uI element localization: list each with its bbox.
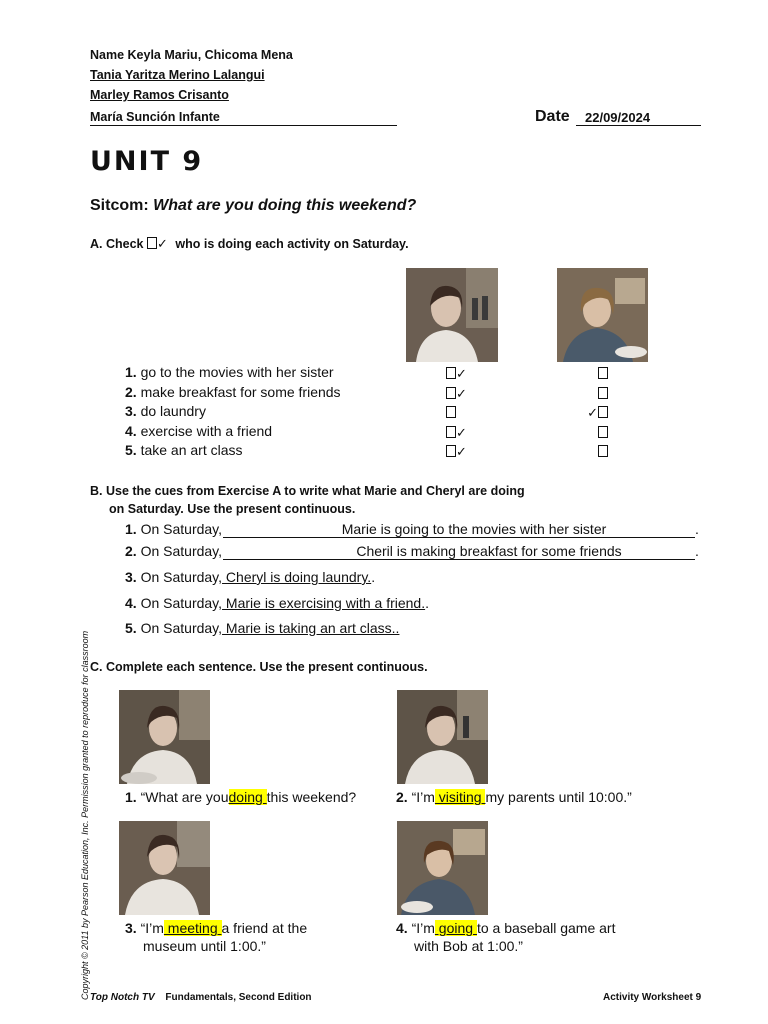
footer-series: Top Notch TV xyxy=(90,992,155,1003)
answer-text[interactable]: Marie is exercising with a friend. xyxy=(222,595,426,611)
section-c-item-2 xyxy=(396,789,632,805)
answer-end: . xyxy=(371,569,376,585)
item-number: 3. xyxy=(125,920,137,936)
date-value: 22/09/2024 xyxy=(585,110,651,125)
marie-checkbox-1[interactable] xyxy=(446,365,467,382)
student-name-2: Tania Yaritza Merino Lalangui xyxy=(90,68,265,82)
scene-photo-2 xyxy=(397,690,488,784)
name-line xyxy=(90,48,293,62)
activity-item xyxy=(125,403,206,419)
answer-text[interactable]: Cheryl is doing laundry. xyxy=(222,569,372,585)
item-number: 5. xyxy=(125,620,137,636)
sentence-start: “I’m xyxy=(411,789,435,805)
answer-text[interactable]: Marie is taking an art class.. xyxy=(222,620,400,636)
section-b-letter: B. xyxy=(90,484,103,498)
sentence-start: “What are you xyxy=(140,789,229,805)
section-a-instruction xyxy=(90,237,409,252)
activity-item xyxy=(125,384,341,400)
check-mark: ✓ xyxy=(456,367,467,382)
sentence-end: my parents until 10:00.” xyxy=(485,789,632,805)
footer-left xyxy=(90,992,312,1003)
item-number: 5. xyxy=(125,442,137,458)
check-mark: ✓ xyxy=(456,445,467,460)
checkbox-icon xyxy=(147,237,157,249)
check-mark: ✓ xyxy=(456,426,467,441)
answer-prefix: On Saturday, xyxy=(140,569,223,585)
answer-text: Cheril is making breakfast for some friends xyxy=(356,543,622,559)
answer-end: . xyxy=(695,521,699,537)
section-a-instr-post: who is doing each activity on Saturday. xyxy=(175,237,409,251)
item-number: 1. xyxy=(125,521,137,537)
answer-row xyxy=(125,595,429,611)
cheryl-checkbox-1[interactable] xyxy=(598,365,608,382)
answer-row xyxy=(125,543,700,559)
section-a-instr-pre: Check xyxy=(105,237,144,251)
activity-text: make breakfast for some friends xyxy=(140,384,341,400)
section-a-letter: A. xyxy=(90,237,103,251)
sentence-end: this weekend? xyxy=(266,789,357,805)
sentence-line-2: with Bob at 1:00.” xyxy=(414,938,523,954)
item-number: 3. xyxy=(125,403,137,419)
answer-end: . xyxy=(425,595,429,611)
marie-checkbox-2[interactable] xyxy=(446,385,467,402)
marie-checkbox-4[interactable] xyxy=(446,424,467,441)
activity-item xyxy=(125,364,334,380)
section-b-instr-2: on Saturday. Use the present continuous. xyxy=(109,502,356,516)
section-b-instruction xyxy=(90,482,525,518)
answer-prefix: On Saturday, xyxy=(140,620,223,636)
answer-blank[interactable]: visiting xyxy=(434,789,486,805)
cheryl-checkbox-2[interactable] xyxy=(598,385,608,402)
answer-text: Marie is going to the movies with her sister xyxy=(341,521,607,537)
item-number: 1. xyxy=(125,364,137,380)
section-c-item-1 xyxy=(125,789,356,805)
scene-photo-4 xyxy=(397,821,488,915)
activity-text: exercise with a friend xyxy=(140,423,273,439)
scene-photo-1 xyxy=(119,690,210,784)
marie-checkbox-5[interactable] xyxy=(446,443,467,460)
answer-blank[interactable]: going xyxy=(434,920,477,936)
cheryl-checkbox-5[interactable] xyxy=(598,443,608,460)
student-name-1: Keyla Mariu, Chicoma Mena xyxy=(127,48,293,62)
date-field[interactable] xyxy=(576,110,701,126)
footer-right: Activity Worksheet 9 xyxy=(603,992,702,1003)
sitcom-question: What are you doing this weekend? xyxy=(153,197,417,214)
scene-photo-3 xyxy=(119,821,210,915)
footer-edition: Fundamentals, Second Edition xyxy=(165,992,312,1003)
item-number: 2. xyxy=(125,384,137,400)
answer-prefix: On Saturday, xyxy=(140,521,223,537)
answer-row xyxy=(125,620,399,636)
activity-item xyxy=(125,423,272,439)
answer-field[interactable] xyxy=(223,543,695,560)
sentence-end: to a baseball game art xyxy=(476,920,616,936)
check-mark: ✓ xyxy=(456,387,467,402)
section-c-item-4 xyxy=(396,919,615,955)
item-number: 2. xyxy=(125,543,137,559)
sentence-line-2: museum until 1:00.” xyxy=(143,938,266,954)
marie-photo xyxy=(406,268,498,362)
cheryl-photo xyxy=(557,268,648,362)
activity-text: go to the movies with her sister xyxy=(140,364,334,380)
item-number: 4. xyxy=(396,920,408,936)
answer-field[interactable] xyxy=(223,521,695,538)
section-b-instr-1: Use the cues from Exercise A to write what Marie and Cheryl are doing xyxy=(105,484,525,498)
answer-end: . xyxy=(695,543,699,559)
answer-blank[interactable]: meeting xyxy=(163,920,222,936)
section-c-instr: Complete each sentence. Use the present continuous. xyxy=(105,660,428,674)
student-name-4-line xyxy=(90,110,397,126)
item-number: 3. xyxy=(125,569,137,585)
sitcom-heading xyxy=(90,197,416,215)
item-number: 4. xyxy=(125,595,137,611)
section-c-letter: C. xyxy=(90,660,103,674)
name-label: Name xyxy=(90,48,125,62)
sentence-start: “I’m xyxy=(140,920,164,936)
sentence-start: “I’m xyxy=(411,920,435,936)
student-name-3: Marley Ramos Crisanto xyxy=(90,88,229,102)
cheryl-checkbox-3[interactable] xyxy=(587,404,608,421)
copyright-notice: Copyright © 2011 by Pearson Education, Inc. Permission granted to reproduce for classroom xyxy=(80,630,90,1000)
item-number: 1. xyxy=(125,789,137,805)
item-number: 2. xyxy=(396,789,408,805)
sitcom-label: Sitcom: xyxy=(90,197,149,214)
check-icon: ✓ xyxy=(157,237,168,252)
answer-prefix: On Saturday, xyxy=(140,595,223,611)
sentence-end: a friend at the xyxy=(221,920,308,936)
activity-text: take an art class xyxy=(140,442,243,458)
answer-prefix: On Saturday, xyxy=(140,543,223,559)
section-c-instruction xyxy=(90,660,428,674)
student-name-4: María Sunción Infante xyxy=(90,110,220,124)
check-mark: ✓ xyxy=(587,406,598,421)
section-c-item-3 xyxy=(125,919,307,955)
answer-row xyxy=(125,521,700,537)
activity-item xyxy=(125,442,243,458)
answer-blank[interactable]: doing xyxy=(228,789,267,805)
item-number: 4. xyxy=(125,423,137,439)
marie-checkbox-3[interactable] xyxy=(446,404,456,421)
page-title: UNIT 9 xyxy=(90,146,204,177)
date-label: Date xyxy=(535,108,570,125)
answer-row xyxy=(125,569,375,585)
cheryl-checkbox-4[interactable] xyxy=(598,424,608,441)
activity-text: do laundry xyxy=(140,403,206,419)
